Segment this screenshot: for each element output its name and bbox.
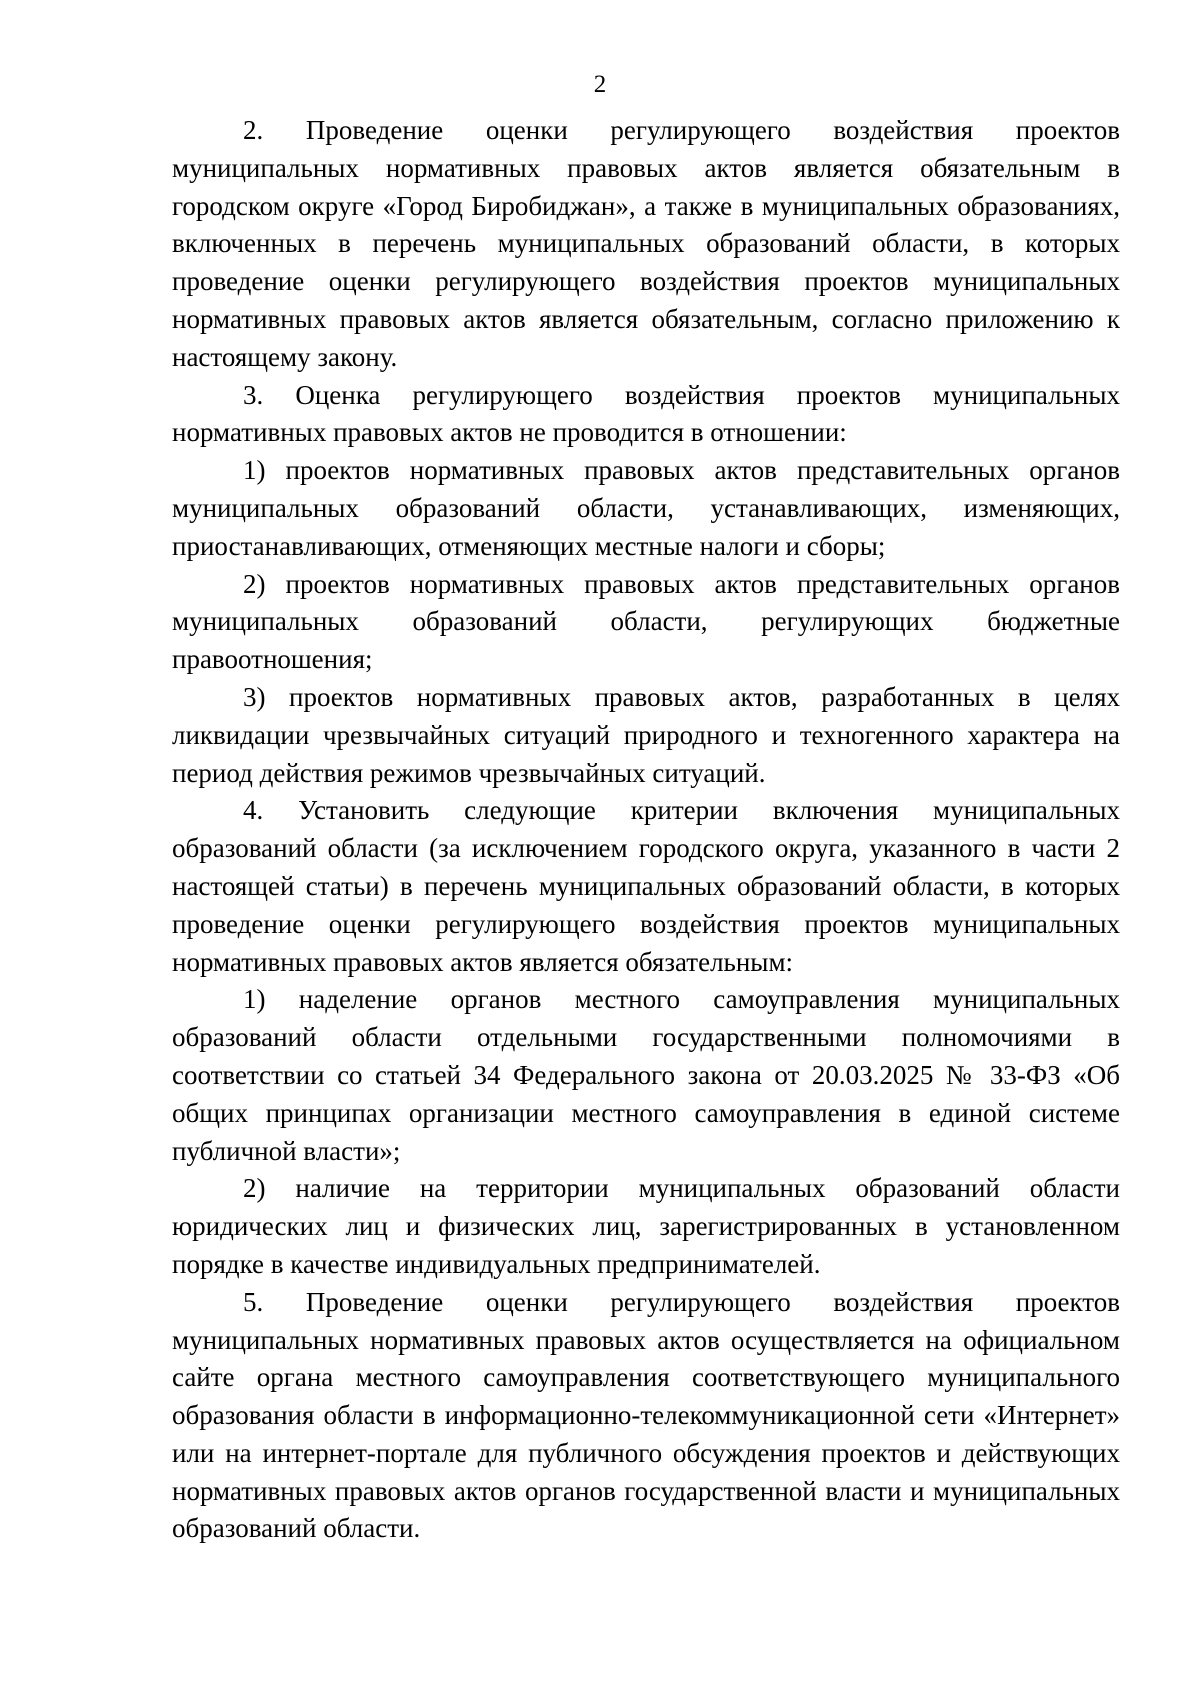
paragraph-section-5: 5. Проведение оценки регулирующего воздействия проектов муниципальных нормативных правовых актов осуществляется на официальном сайте органа местного самоуправления соответствующего муниципального образования области в информационно-телекоммуникационной сети «Интернет» или на интернет-портале для публичного обсуждения проектов и действующих нормативных правовых актов органов государственной власти и муниципальных образований области. <box>172 1286 1120 1544</box>
page-number: 2 <box>593 71 607 98</box>
paragraph-section-2: 2. Проведение оценки регулирующего воздействия проектов муниципальных нормативных правовых актов является обязательным в городском округе «Город Биробиджан», а также в муниципальных образованиях, включенных в перечень муниципальных образований области, в которых проведение оценки регулирующего воздействия проектов муниципальных нормативных правовых актов является обязательным, согласно приложению к настоящему закону. <box>172 115 1120 372</box>
document-body <box>172 112 1120 1548</box>
paragraph-section-4: 4. Установить следующие критерии включения муниципальных образований области (за исключением городского округа, указанного в части 2 настоящей статьи) в перечень муниципальных образований области, в которых проведение оценки регулирующего воздействия проектов муниципальных нормативных правовых актов является обязательным: <box>172 795 1120 977</box>
paragraph-section-4-item-2: 2) наличие на территории муниципальных образований области юридических лиц и физических лиц, зарегистрированных в установленном порядке в качестве индивидуальных предпринимателей. <box>172 1173 1120 1279</box>
paragraph-section-3-item-3: 3) проектов нормативных правовых актов, разработанных в целях ликвидации чрезвычайных ситуаций природного и техногенного характера на период действия режимов чрезвычайных ситуаций. <box>172 681 1120 788</box>
paragraph-section-3: 3. Оценка регулирующего воздействия проектов муниципальных нормативных правовых актов не проводится в отношении: <box>172 379 1120 448</box>
paragraph-section-4-item-1: 1) наделение органов местного самоуправления муниципальных образований области отдельными государственными полномочиями в соответствии со статьей 34 Федерального закона от 20.03.2025 № 33-ФЗ «Об общих принципах организации местного самоуправления в единой системе публичной власти»; <box>172 984 1120 1166</box>
paragraph-section-3-item-1: 1) проектов нормативных правовых актов представительных органов муниципальных образований области, устанавливающих, изменяющих, приостанавливающих, отменяющих местные налоги и сборы; <box>172 455 1120 561</box>
paragraph-section-3-item-2: 2) проектов нормативных правовых актов представительных органов муниципальных образований области, регулирующих бюджетные правоотношения; <box>172 568 1120 675</box>
